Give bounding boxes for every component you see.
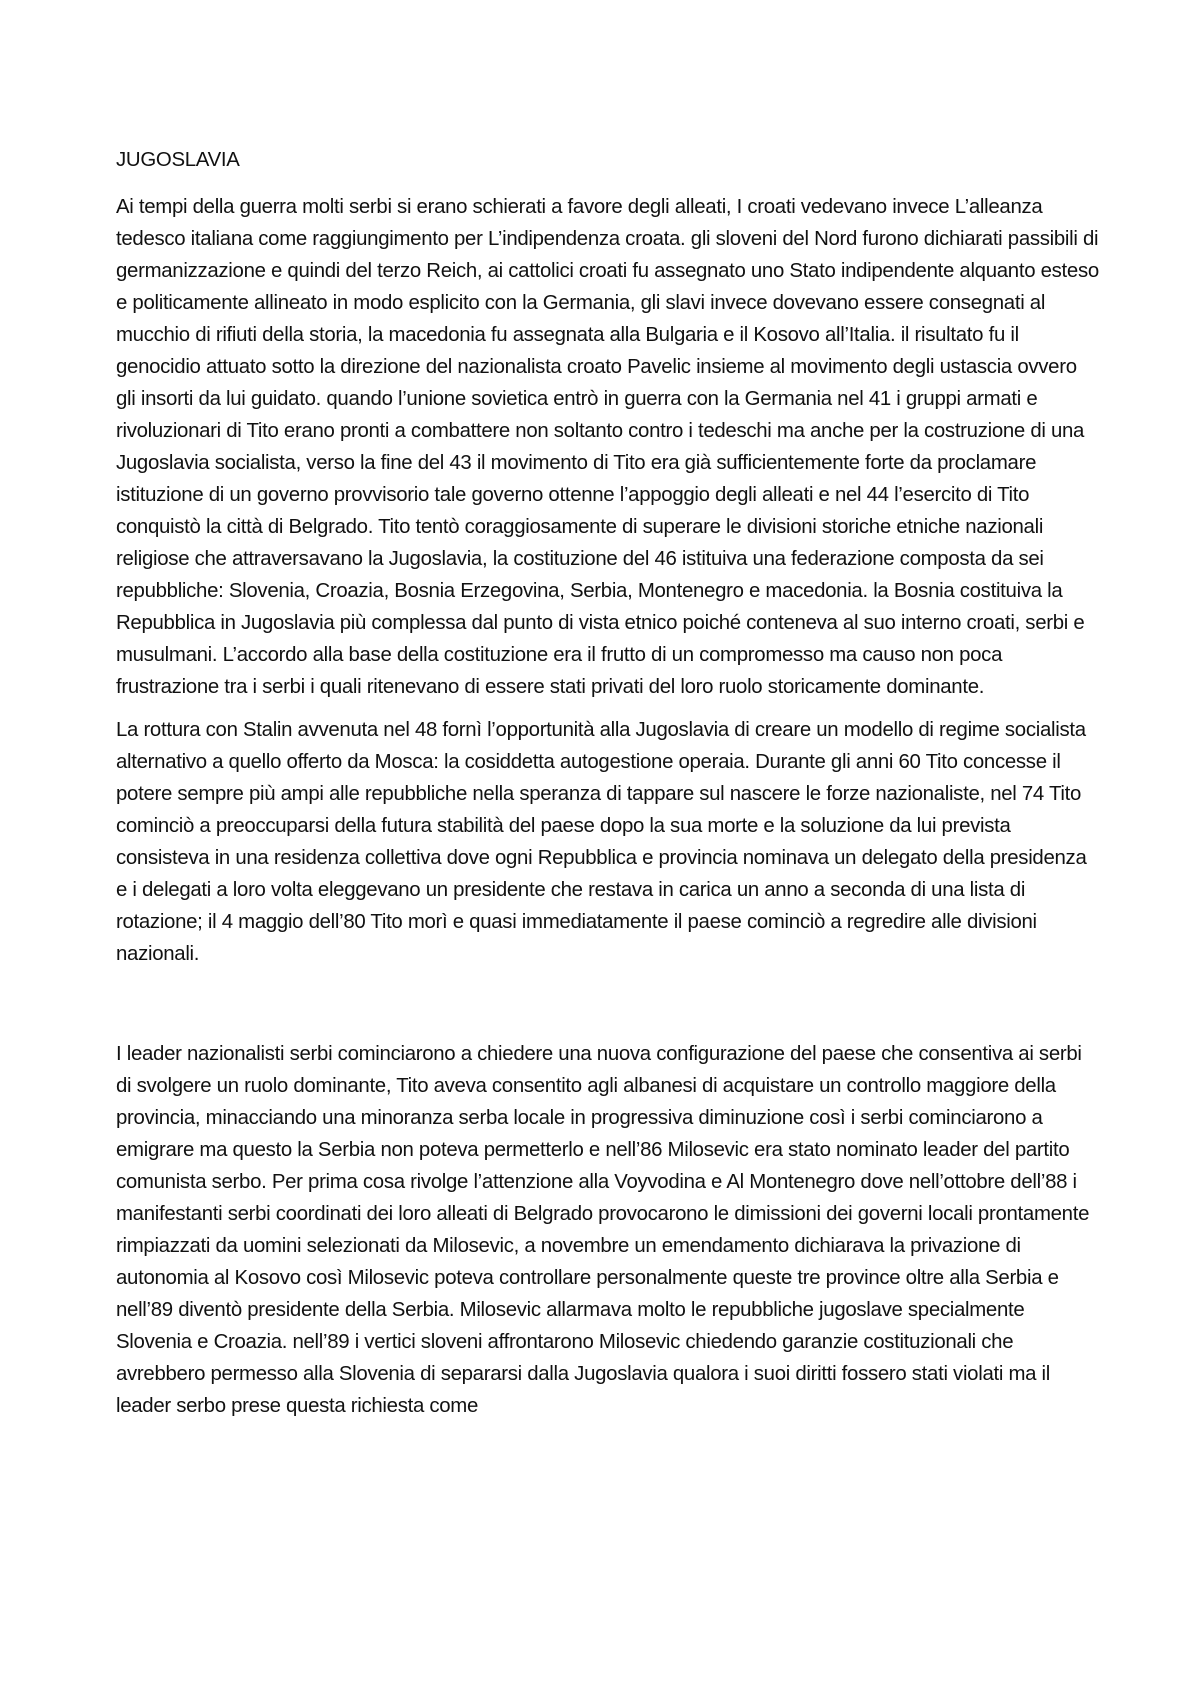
paragraph-stalin-break: La rottura con Stalin avvenuta nel 48 fornì l’opportunità alla Jugoslavia di creare un modello di regime socialista alternativo a quello offerto da Mosca: la cosiddetta autogestione operaia. Durante gli anni 60 Tito concesse il potere sempre più ampi alle repubbliche nella speranza di tappare sul nascere le forze nazionaliste, nel 74 Tito cominciò a preoccuparsi della futura stabilità del paese dopo la sua morte e la soluzione da lui prevista consisteva in una residenza collettiva dove ogni Repubblica e provincia nominava un delegato della presidenza e i delegati a loro volta eleggevano un presidente che restava in carica un anno a seconda di una lista di rotazione; il 4 maggio dell’80 Tito morì e quasi immediatamente il paese cominciò a regredire alle divisioni nazionali. xyxy=(116,719,1087,965)
paragraph-milosevic: I leader nazionalisti serbi cominciarono a chiedere una nuova configurazione del paese che consentiva ai serbi di svolgere un ruolo dominante, Tito aveva consentito agli albanesi di acquistare un controllo maggiore della provincia, minacciando una minoranza serba locale in progressiva diminuzione così i serbi cominciarono a emigrare ma questo la Serbia non poteva permetterlo e nell’86 Milosevic era stato nominato leader del partito comunista serbo. Per prima cosa rivolge l’attenzione alla Voyvodina e Al Montenegro dove nell’ottobre dell’88 i manifestanti serbi coordinati dei loro alleati di Belgrado provocarono le dimissioni dei governi locali prontamente rimpiazzati da uomini selezionati da Milosevic, a novembre un emendamento dichiarava la privazione di autonomia al Kosovo così Milosevic poteva controllare personalmente queste tre province oltre alla Serbia e nell’89 diventò presidente della Serbia. Milosevic allarmava molto le repubbliche jugoslave specialmente Slovenia e Croazia. nell’89 i vertici sloveni affrontarono Milosevic chiedendo garanzie costituzionali che avrebbero permesso alla Slovenia di separarsi dalla Jugoslavia qualora i suoi diritti fossero stati violati ma il leader serbo prese questa richiesta come xyxy=(116,1043,1090,1417)
document-body xyxy=(116,144,1100,1433)
paragraph-war-period: Ai tempi della guerra molti serbi si erano schierati a favore degli alleati, I croati vedevano invece L’alleanza tedesco italiana come raggiungimento per L’indipendenza croata. gli sloveni del Nord furono dichiarati passibili di germanizzazione e quindi del terzo Reich, ai cattolici croati fu assegnato uno Stato indipendente alquanto esteso e politicamente allineato in modo esplicito con la Germania, gli slavi invece dovevano essere consegnati al mucchio di rifiuti della storia, la macedonia fu assegnata alla Bulgaria e il Kosovo all’Italia. il risultato fu il genocidio attuato sotto la direzione del nazionalista croato Pavelic insieme al movimento degli ustascia ovvero gli insorti da lui guidato. quando l’unione sovietica entrò in guerra con la Germania nel 41 i gruppi armati e rivoluzionari di Tito erano pronti a combattere non soltanto contro i tedeschi ma anche per la costruzione di una Jugoslavia socialista, verso la fine del 43 il movimento di Tito era già sufficientemente forte da proclamare istituzione di un governo provvisorio tale governo ottenne l’appoggio degli alleati e nel 44 l’esercito di Tito conquistò la città di Belgrado. Tito tentò coraggiosamente di superare le divisioni storiche etniche nazionali religiose che attraversavano la Jugoslavia, la costituzione del 46 istituiva una federazione composta da sei repubbliche: Slovenia, Croazia, Bosnia Erzegovina, Serbia, Montenegro e macedonia. la Bosnia costituiva la Repubblica in Jugoslavia più complessa dal punto di vista etnico poiché conteneva al suo interno croati, serbi e musulmani. L’accordo alla base della costituzione era il frutto di un compromesso ma causo non poca frustrazione tra i serbi i quali ritenevano di essere stati privati del loro ruolo storicamente dominante. xyxy=(116,196,1099,698)
document-title: JUGOSLAVIA xyxy=(116,149,240,171)
